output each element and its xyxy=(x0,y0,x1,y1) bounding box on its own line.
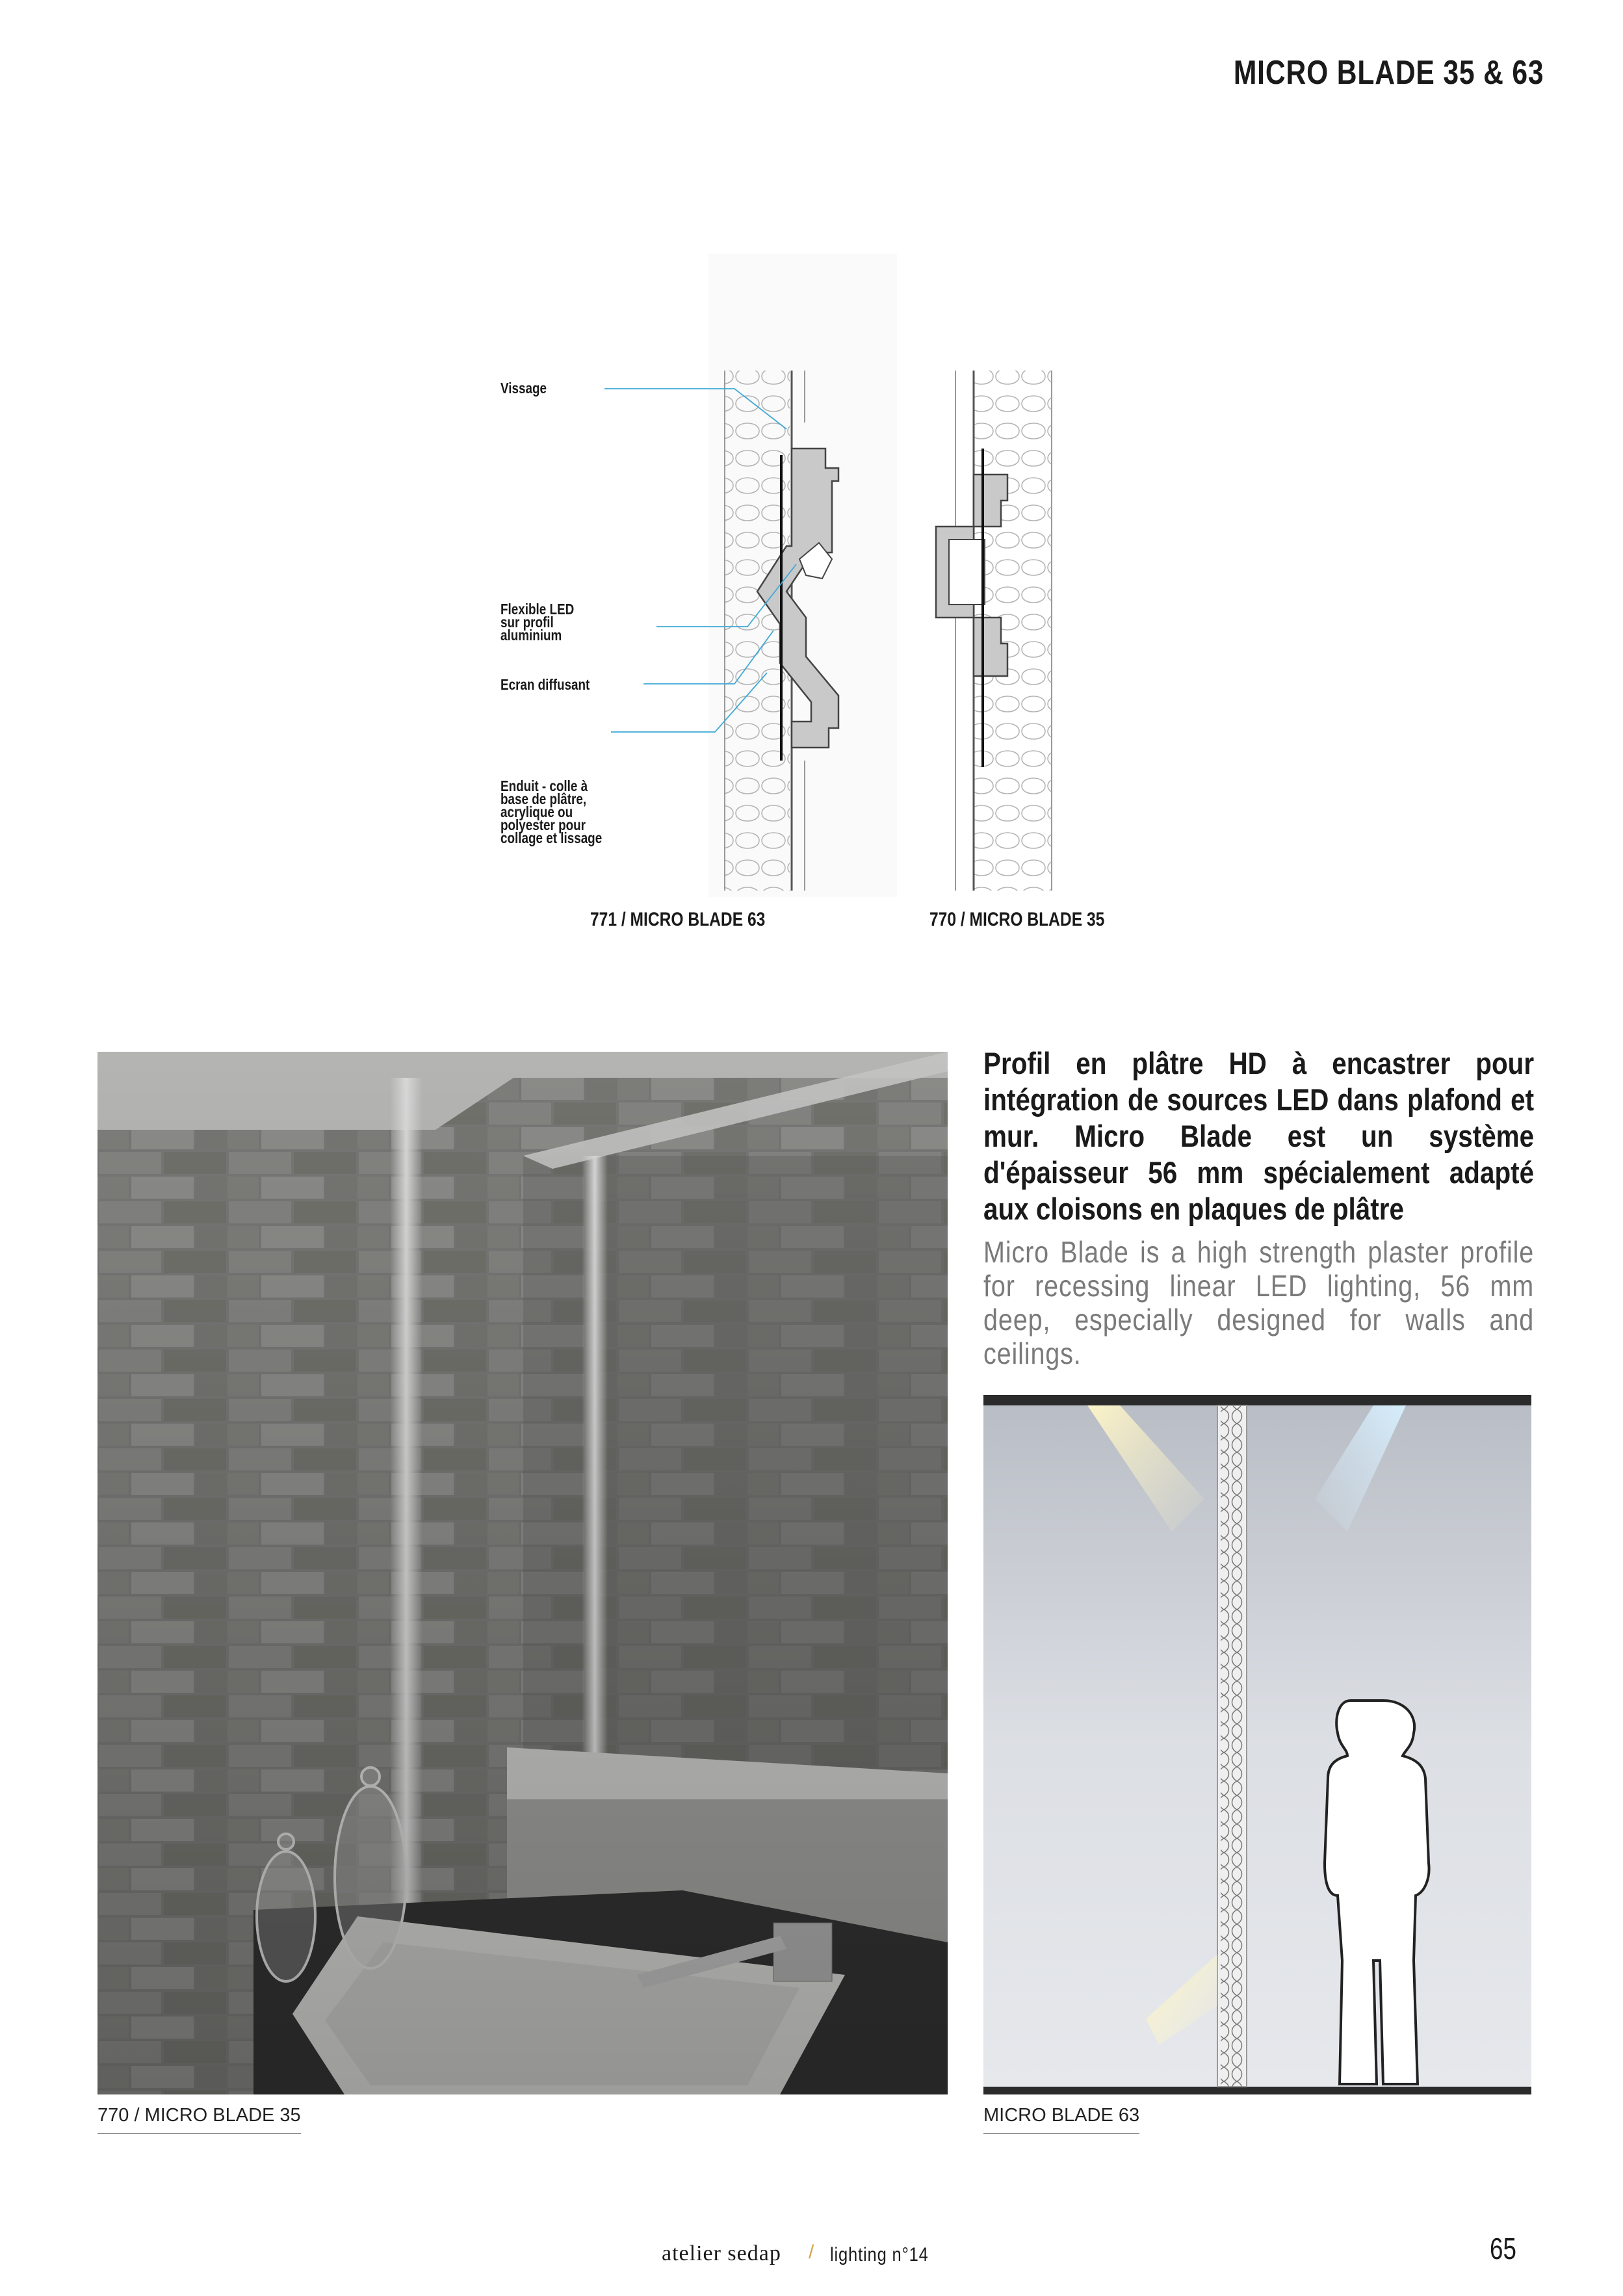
led-channel-35 xyxy=(949,540,985,605)
drawing-caption-35: 770 / MICRO BLADE 35 xyxy=(929,909,1105,930)
page-number: 65 xyxy=(1490,2232,1516,2265)
label-enduit-line3: acrylique ou xyxy=(500,803,573,820)
label-ecran: Ecran diffusant xyxy=(500,676,590,693)
label-vissage: Vissage xyxy=(500,380,547,397)
ceiling-line xyxy=(983,1395,1531,1405)
section-micro-blade-35 xyxy=(936,371,1052,891)
room-illustration-svg xyxy=(983,1395,1531,2094)
floor-line xyxy=(983,2087,1531,2094)
footer-separator: / xyxy=(809,2241,814,2263)
label-led-line2: sur profil xyxy=(500,614,554,631)
technical-drawing xyxy=(500,254,1137,930)
illustration-caption: MICRO BLADE 63 xyxy=(983,2105,1139,2134)
bathroom-photo xyxy=(97,1052,948,2094)
bathroom-photo-svg xyxy=(97,1052,948,2094)
footer-brand: atelier sedap xyxy=(662,2241,781,2265)
label-enduit-line5: collage et lissage xyxy=(500,829,603,846)
label-led-line1: Flexible LED xyxy=(500,601,575,618)
photo-caption: 770 / MICRO BLADE 35 xyxy=(97,2105,301,2134)
label-enduit-line4: polyester pour xyxy=(500,816,586,833)
wall-bg xyxy=(983,1395,1531,2094)
label-led-line3: aluminium xyxy=(500,627,562,644)
room-illustration xyxy=(983,1395,1531,2094)
description-english: Micro Blade is a high strength plaster profile for recessing linear LED lighting, 56 mm deep, especially designed for walls and ceilings. xyxy=(983,1235,1535,1370)
label-enduit-line1: Enduit - colle à xyxy=(500,777,588,794)
footer-issue: lighting n°14 xyxy=(830,2244,929,2265)
label-enduit-line2: base de plâtre, xyxy=(500,790,587,807)
section-drawing-svg xyxy=(500,254,1137,904)
description-french: Profil en plâtre HD à encastrer pour intégration de sources LED dans plafond et mur. Micro Blade est un système d'épaisseur 56 mm spécialement adapté aux cloisons en plaques de plâtre xyxy=(983,1046,1535,1226)
drawing-caption-63: 771 / MICRO BLADE 63 xyxy=(590,909,766,930)
page-title: MICRO BLADE 35 & 63 xyxy=(1233,54,1544,92)
